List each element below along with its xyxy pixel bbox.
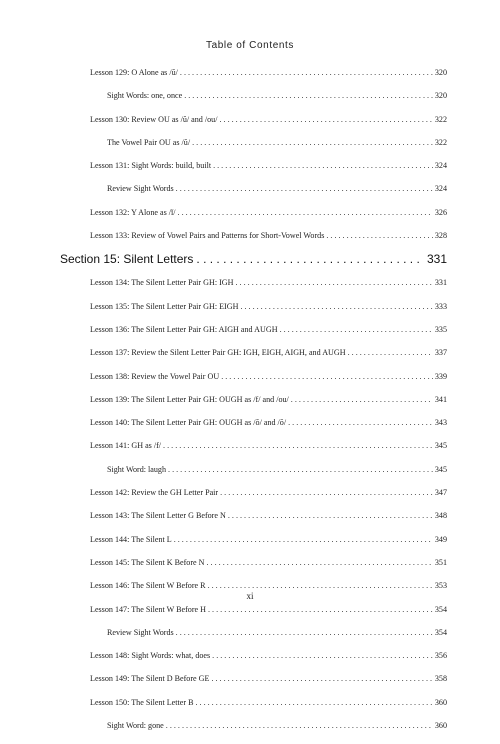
dot-leader: [236, 278, 433, 288]
toc-entry[interactable]: [90, 418, 447, 441]
toc-entry-label: Lesson 147: The Silent W Before H: [90, 604, 206, 614]
toc-entry-page: 354: [434, 627, 447, 637]
toc-entries-before: [90, 68, 447, 254]
dot-leader: [348, 348, 433, 358]
toc-subentry[interactable]: [90, 628, 447, 651]
toc-entry-label: Lesson 138: Review the Vowel Pair OU: [90, 371, 220, 381]
toc-entry-label: Sight Word: gone: [107, 721, 164, 731]
toc-entry-label: Lesson 135: The Silent Letter Pair GH: EIGH: [90, 301, 239, 311]
toc-entry[interactable]: [90, 674, 447, 697]
dot-leader: [219, 115, 432, 125]
toc-entry[interactable]: [90, 208, 447, 231]
dot-leader: [221, 372, 433, 382]
toc-entry-label: Lesson 145: The Silent K Before N: [90, 557, 205, 567]
dot-leader: [168, 465, 433, 475]
toc-subentry[interactable]: [90, 138, 447, 161]
toc-entry-page: 335: [434, 324, 447, 334]
toc-entry-page: 354: [434, 604, 447, 614]
toc-entry-page: 337: [434, 348, 447, 358]
toc-entry-page: 328: [434, 231, 447, 241]
dot-leader: [184, 91, 433, 101]
dot-leader: [291, 395, 433, 405]
dot-leader: [326, 231, 433, 241]
toc-entry-label: Lesson 146: The Silent W Before R: [90, 581, 206, 591]
toc-entry-label: Lesson 133: Review of Vowel Pairs and Patterns for Short-Vowel Words: [90, 231, 325, 241]
toc-entry-page: 339: [434, 371, 447, 381]
toc-entry-label: Lesson 142: Review the GH Letter Pair: [90, 488, 219, 498]
toc-entry-label: Lesson 132: Y Alone as /ĭ/: [90, 207, 176, 217]
toc-entry[interactable]: [90, 558, 447, 581]
dot-leader: [240, 302, 432, 312]
toc-entry[interactable]: [90, 535, 447, 558]
toc-entry[interactable]: [90, 372, 447, 395]
toc-entry[interactable]: [90, 605, 447, 628]
toc-entry-page: 322: [434, 114, 447, 124]
dot-leader: [288, 418, 433, 428]
toc-entry[interactable]: [90, 325, 447, 348]
toc-entry-page: 333: [434, 301, 447, 311]
toc-entry-label: Lesson 139: The Silent Letter Pair GH: OUGH as /f/ and /ou/: [90, 394, 289, 404]
dot-leader: [207, 558, 433, 568]
dot-leader: [176, 628, 433, 638]
toc-subentry[interactable]: [90, 465, 447, 488]
dot-leader: [195, 698, 432, 708]
toc-entry-page: 356: [434, 651, 447, 661]
dot-leader: [166, 721, 433, 731]
toc-entry[interactable]: [90, 231, 447, 254]
dot-leader: [280, 325, 433, 335]
toc-entry-page: 345: [434, 441, 447, 451]
dot-leader: [178, 208, 433, 218]
dot-leader: [192, 138, 433, 148]
page-number: xi: [246, 591, 254, 601]
toc-entry-label: Lesson 141: GH as /f/: [90, 441, 162, 451]
toc-entry-page: 326: [434, 207, 447, 217]
dot-leader: [213, 161, 433, 171]
toc-entry[interactable]: [90, 302, 447, 325]
page-header-title: Table of Contents: [205, 40, 295, 51]
toc-entry-page: 348: [434, 511, 447, 521]
toc-entry-page: 324: [434, 184, 447, 194]
toc-entry[interactable]: [90, 511, 447, 534]
toc-entry-page: 322: [434, 137, 447, 147]
toc-entry-label: Lesson 144: The Silent L: [90, 534, 172, 544]
toc-entry-label: Lesson 148: Sight Words: what, does: [90, 651, 211, 661]
toc-entry-label: Lesson 136: The Silent Letter Pair GH: AIGH and AUGH: [90, 324, 278, 334]
toc-entry-label: Lesson 131: Sight Words: build, built: [90, 161, 212, 171]
toc-entry-label: Lesson 140: The Silent Letter Pair GH: OUGH as /ŏ/ and /ō/: [90, 418, 287, 428]
toc-entry-page: 353: [434, 581, 447, 591]
toc-entry-page: 324: [434, 161, 447, 171]
toc-entry[interactable]: [90, 441, 447, 464]
toc-subentry[interactable]: [90, 721, 447, 744]
toc-entry[interactable]: [90, 488, 447, 511]
section-heading-page: 331: [426, 252, 447, 267]
toc-entry[interactable]: [90, 115, 447, 138]
toc-entry-label: Lesson 150: The Silent Letter B: [90, 697, 194, 707]
dot-leader: [208, 581, 433, 591]
toc-entry-label: Lesson 149: The Silent D Before GE: [90, 674, 210, 684]
dot-leader: [163, 441, 433, 451]
dot-leader: [212, 651, 433, 661]
toc-entry-label: The Vowel Pair OU as /ŭ/: [107, 137, 191, 147]
toc-entry[interactable]: [90, 698, 447, 721]
toc-entry-page: 343: [434, 418, 447, 428]
toc-entry[interactable]: [90, 395, 447, 418]
toc-entry[interactable]: [90, 278, 447, 301]
toc-entry[interactable]: [90, 651, 447, 674]
dot-leader: [228, 511, 433, 521]
toc-entry-label: Lesson 143: The Silent Letter G Before N: [90, 511, 226, 521]
toc-entry-label: Lesson 134: The Silent Letter Pair GH: IGH: [90, 278, 234, 288]
dot-leader: [176, 184, 433, 194]
toc-entry-page: 347: [434, 488, 447, 498]
toc-entry-page: 345: [434, 464, 447, 474]
toc-entry-label: Sight Words: one, once: [107, 91, 183, 101]
toc-entry-label: Sight Word: laugh: [107, 464, 167, 474]
toc-entry-label: Review Sight Words: [107, 184, 174, 194]
dot-leader: [196, 252, 424, 266]
toc-entry[interactable]: [90, 161, 447, 184]
toc-entry-label: Lesson 137: Review the Silent Letter Pair GH: IGH, EIGH, AIGH, and AUGH: [90, 348, 346, 358]
toc-entry-page: 320: [434, 68, 447, 77]
toc-subentry[interactable]: [90, 184, 447, 207]
toc-entry[interactable]: [90, 348, 447, 371]
toc-entry-page: 349: [434, 534, 447, 544]
toc-entry-label: Review Sight Words: [107, 627, 174, 637]
section-heading-label: Section 15: Silent Letters: [60, 252, 194, 267]
toc-entry-page: 360: [434, 721, 447, 731]
toc-subentry[interactable]: [90, 91, 447, 114]
toc-entry-page: 331: [434, 278, 447, 288]
dot-leader: [220, 488, 433, 498]
dot-leader: [180, 68, 433, 78]
toc-entry-page: 341: [434, 394, 447, 404]
toc-entry-label: Lesson 130: Review OU as /ŭ/ and /ou/: [90, 114, 218, 124]
toc-entries-after: [90, 278, 447, 744]
toc-entry-page: 360: [434, 697, 447, 707]
toc-entry[interactable]: [90, 68, 447, 91]
dot-leader: [211, 674, 432, 684]
table-of-contents: [60, 68, 447, 744]
dot-leader: [208, 605, 433, 615]
toc-entry-page: 358: [434, 674, 447, 684]
toc-entry-label: Lesson 129: O Alone as /ŭ/: [90, 68, 178, 77]
dot-leader: [174, 535, 433, 545]
toc-entry-page: 351: [434, 557, 447, 567]
section-heading-row[interactable]: [60, 252, 447, 278]
toc-entry-page: 320: [434, 91, 447, 101]
